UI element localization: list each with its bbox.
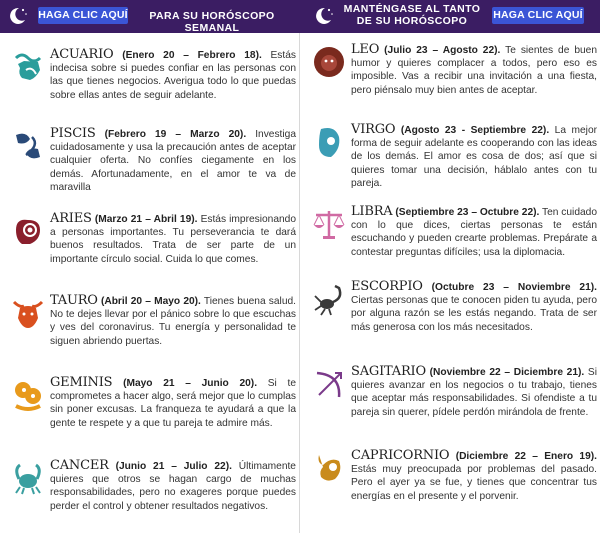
column-divider (299, 33, 300, 533)
sign-dates: (Abril 20 – Mayo 20). (100, 296, 201, 307)
stay-informed-line1: MANTÉNGASE AL TANTO (343, 3, 481, 15)
sign-sagitario-text (351, 365, 597, 419)
sign-libra-text (351, 205, 597, 259)
sign-description: Te sientes de buen humor y quieres complacer a todos, pero eso es imposible. Vas a recibir una invitación a una fiesta, pero piénsalo muy bien antes de aceptar. (351, 45, 597, 96)
sign-description: Estás impresionando a personas importantes. Tu perseverancia te dará buenos resultados. Trata de ser parte de un importante círculo social. Cuida lo que comes. (50, 214, 296, 265)
header-bar (0, 0, 600, 33)
sign-description: Estás indecisa sobre si puedes confiar en las personas con las que tienes negocios. Averigua todo lo que puedas sobre ellas antes de seguir adelante. (50, 50, 296, 101)
libra-icon (311, 205, 347, 243)
taurus-icon (10, 294, 46, 332)
sign-description: Estás muy preocupada por problemas del pasado. Pero el ayer ya se fue, y tienes que concentrar tus energías en el presente y el porvenir. (351, 464, 597, 502)
sign-dates: (Febrero 19 – Marzo 20). (104, 129, 247, 140)
aquarius-icon (10, 48, 46, 86)
pisces-icon (10, 127, 46, 165)
weekly-horoscope-button[interactable]: HAGA CLIC AQUÍ (38, 7, 128, 24)
header-right (302, 0, 600, 33)
sign-dates: (Octubre 23 – Noviembre 21). (431, 282, 597, 293)
stay-informed-line2: DE SU HORÓSCOPO (356, 15, 468, 27)
sign-description: Investiga cuidadosamente y usa la precaución antes de aceptar cualquier oferta. No confíes ciegamente en los demás. Afortunadamente, en el amor te va de maravilla (50, 129, 296, 193)
sign-name: LIBRA (351, 204, 393, 219)
sign-tauro-text (50, 294, 296, 348)
stay-informed-button[interactable]: HAGA CLIC AQUÍ (492, 7, 584, 24)
virgo-icon (311, 123, 347, 161)
sign-dates: (Marzo 21 – Abril 19). (94, 214, 198, 225)
sign-name: GEMINIS (50, 375, 113, 390)
sign-acuario-text (50, 48, 296, 102)
sign-name: CAPRICORNIO (351, 448, 450, 463)
aries-icon (10, 212, 46, 250)
scorpio-icon (311, 280, 347, 318)
sign-virgo-text (351, 123, 597, 190)
sign-description: Tienes buena salud. No te dejes llevar por el pánico sobre lo que escuchas y ves del coronavirus. Tu energía y personalidad te siguen abriendo puertas. (50, 296, 296, 347)
sign-leo-text (351, 43, 597, 97)
capricorn-icon (311, 449, 347, 487)
leo-icon (311, 43, 347, 81)
sign-name: ACUARIO (50, 47, 114, 62)
weekly-horoscope-caption: PARA SU HORÓSCOPO SEMANAL (149, 10, 275, 34)
sign-dates: (Enero 20 – Febrero 18). (122, 50, 262, 61)
sign-dates: (Julio 23 – Agosto 22). (384, 45, 501, 56)
sign-dates: (Septiembre 23 – Octubre 22). (395, 207, 540, 218)
sign-description: Últimamente quieres que otros se hagan cargo de muchas responsabilidades, pero no exageres porque puedes perder el control y obtener resultados negativos. (50, 461, 296, 512)
gemini-icon (10, 376, 46, 414)
sagittarius-icon (311, 365, 347, 403)
sign-description: Si te comprometes a hacer algo, será mejor que lo cumplas sin poner excusas. La franqueza te ayudará a que la gente te respete y a que tu pareja te admire más. (50, 378, 296, 429)
sign-capricornio-text (351, 449, 597, 503)
sign-dates: (Junio 21 – Julio 22). (115, 461, 232, 472)
sign-name: SAGITARIO (351, 364, 426, 379)
sign-name: TAURO (50, 293, 98, 308)
sign-description: Ciertas personas que te conocen piden tu ayuda, pero por alguna razón se les estás negando. Trata de ser más generosa con los más necesitados. (351, 295, 597, 333)
sign-dates: (Mayo 21 – Junio 20). (123, 378, 258, 389)
sign-name: PISCIS (50, 126, 96, 141)
sign-dates: (Agosto 23 - Septiembre 22). (400, 125, 550, 136)
sign-name: ARIES (50, 211, 92, 226)
sign-description: Si quieres avanzar en los negocios o tu trabajo, tienes que aceptar más responsabilidades. Si ofendiste a tu pareja sin querer, pídele perdón mirándola de frente. (351, 367, 597, 418)
sign-piscis-text (50, 127, 296, 194)
stay-informed-caption (342, 3, 482, 27)
moon-stars-icon (312, 5, 334, 27)
sign-description: Ten cuidado con lo que dices, ciertas personas te están escuchando y pueden crearte problemas. Prepárate a contestar preguntas difíciles; usa la diplomacia. (351, 207, 597, 258)
sign-aries-text (50, 212, 296, 266)
moon-stars-icon (6, 5, 28, 27)
sign-name: LEO (351, 42, 380, 57)
sign-name: VIRGO (351, 122, 396, 137)
sign-dates: (Diciembre 22 – Enero 19). (455, 451, 597, 462)
sign-description: La mejor forma de seguir adelante es cooperando con las ideas de los demás. El amor es cosa de dos; así que si quieres tomar una decisión, háblalo antes con tu pareja. (351, 125, 597, 189)
sign-name: ESCORPIO (351, 279, 423, 294)
sign-escorpio-text (351, 280, 597, 334)
sign-dates: (Noviembre 22 – Diciembre 21). (429, 367, 585, 378)
sign-geminis-text (50, 376, 296, 430)
sign-cancer-text (50, 459, 296, 513)
sign-name: CANCER (50, 458, 109, 473)
cancer-icon (10, 459, 46, 497)
header-left (0, 0, 298, 33)
